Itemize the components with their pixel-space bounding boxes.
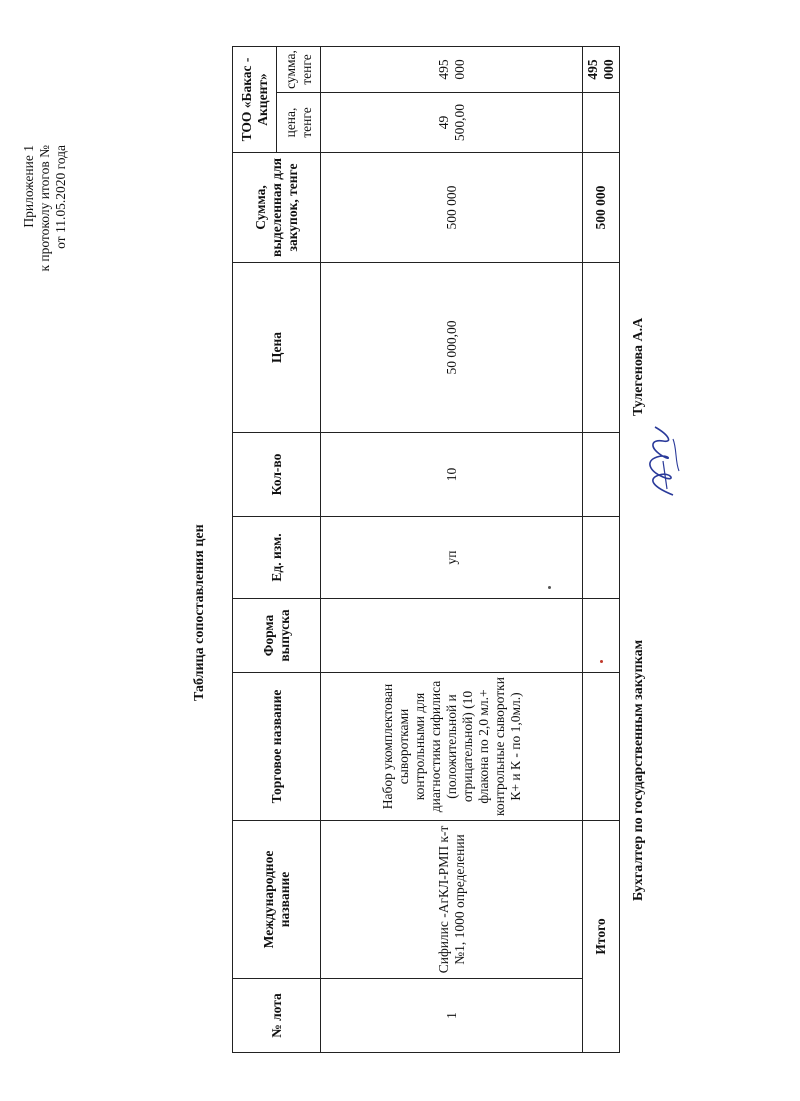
header-row [233, 47, 277, 1053]
total-empty-supplier-price [583, 93, 620, 153]
appendix-note [21, 145, 69, 272]
appendix-line-1: Приложение 1 [21, 145, 36, 228]
header-supplier-price: цена, тенге [277, 93, 321, 153]
total-empty-qty [583, 433, 620, 517]
signer-role: Бухгалтер по государственным закупкам [631, 639, 646, 901]
total-empty-trade [583, 673, 620, 821]
cell-trade-name: Набор укомплектован сыворотками контрольными для диагностики сифилиса (положительной и отрицательной) (10 флакона по 2,0 мл.+ контрольные сыворотки К+ и К - по 1,0мл.) [321, 673, 583, 821]
header-price: Цена [233, 263, 321, 433]
header-trade-name: Торговое название [233, 673, 321, 821]
appendix-line-3: от 11.05.2020 года [53, 145, 68, 249]
total-row [583, 47, 620, 1053]
signer-name: Тулегенова А.А [631, 317, 646, 416]
cell-price: 50 000,00 [321, 263, 583, 433]
header-supplier-sum: сумма, тенге [277, 47, 321, 93]
cell-supplier-sum: 495 000 [321, 47, 583, 93]
total-supplier-sum: 495 000 [583, 47, 620, 93]
cell-form [321, 599, 583, 673]
total-label: Итого [583, 821, 620, 1053]
header-unit: Ед. изм. [233, 517, 321, 599]
header-supplier: ТОО «Бакас - Акцент» [233, 47, 277, 153]
cell-lot: 1 [321, 979, 583, 1053]
header-intl-name: Международное название [233, 821, 321, 979]
cell-qty: 10 [321, 433, 583, 517]
appendix-line-2: к протоколу итогов № [37, 145, 52, 272]
scan-mark [600, 660, 603, 663]
cell-budget: 500 000 [321, 153, 583, 263]
document-title: Таблица сопоставления цен [192, 524, 207, 701]
total-empty-price [583, 263, 620, 433]
signature-footer [631, 0, 671, 1101]
header-form: Форма выпуска [233, 599, 321, 673]
total-empty-unit [583, 517, 620, 599]
handwritten-signature [633, 421, 693, 501]
scan-speck [548, 586, 551, 589]
header-qty: Кол-во [233, 433, 321, 517]
price-comparison-table [232, 46, 620, 1053]
cell-unit: уп [321, 517, 583, 599]
table-row [321, 47, 583, 1053]
header-lot: № лота [233, 979, 321, 1053]
cell-supplier-price: 49 500,00 [321, 93, 583, 153]
cell-intl-name: Сифилис -АгКЛ-РМП к-т №1, 1000 определении [321, 821, 583, 979]
header-budget: Сумма, выделенная для закупок, тенге [233, 153, 321, 263]
total-budget: 500 000 [583, 153, 620, 263]
